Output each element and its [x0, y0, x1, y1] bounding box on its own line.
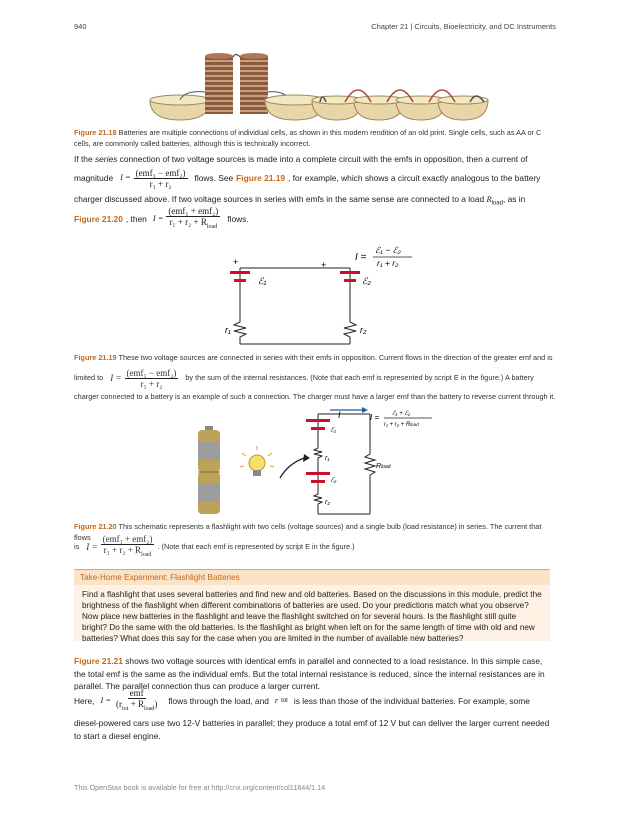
- equation-denominator: [102, 545, 154, 560]
- subscript-load: load: [206, 223, 218, 230]
- equation-denominator: r₁ + r₂: [377, 258, 399, 268]
- text: If the: [74, 154, 93, 164]
- equation-parallel-current: [114, 688, 159, 714]
- link-figure-21-21[interactable]: Figure 21.21: [74, 656, 123, 666]
- caption-text: This schematic represents a flashlight with two cells (voltage sources) and a single bulb (load resistance) in series. The current that flows: [74, 522, 542, 542]
- rload-symbol: R: [376, 463, 382, 470]
- denominator-subscript: load: [410, 422, 419, 427]
- equation-denominator: $(r_{tot} + R_{load})$: [116, 699, 158, 712]
- cup-series: [312, 90, 488, 120]
- voltaic-pile-1: [205, 53, 233, 114]
- text: is less than those of the individual batteries. For example, some: [293, 695, 530, 706]
- equation-denominator: [167, 217, 219, 232]
- label-emf1: ℰ₁: [258, 276, 267, 286]
- page-number: 940: [74, 22, 87, 31]
- equation-I: I =: [86, 541, 98, 552]
- label-r2: r₂: [360, 325, 367, 335]
- equation-I: I =: [355, 252, 367, 263]
- arrowhead-icon: [303, 454, 310, 462]
- caption-text: limited to: [74, 372, 104, 382]
- equation-current-sum: [101, 534, 155, 560]
- subscript-tot: tot: [122, 705, 129, 712]
- link-figure-21-20[interactable]: Figure 21.20: [74, 213, 123, 224]
- box-title: Take-Home Experiment: Flashlight Batteries: [74, 570, 550, 585]
- denominator-text: r₁ + r₂ + R: [384, 422, 411, 428]
- equation-I: I =: [370, 413, 380, 422]
- equation-I: I =: [120, 172, 131, 182]
- plus-sign-2: +: [321, 260, 327, 270]
- text: flows. See: [194, 172, 234, 183]
- equation-I: I =: [152, 213, 164, 223]
- equation-current-sum: [166, 206, 220, 232]
- subscript-load: load: [141, 551, 152, 558]
- denominator-R: + R: [128, 699, 144, 710]
- plus-sign-1: +: [233, 257, 239, 267]
- label-r1: r₁: [325, 455, 330, 462]
- caption-text: Batteries are multiple connections of individual cells, as shown in this modern rendition of an old print. Single cells, such as AA or C cells, are commonly called batteries, although this is technically incorrect.: [74, 128, 542, 148]
- text: Here,: [74, 695, 95, 706]
- paragraph-parallel: [74, 655, 556, 693]
- label-current-I: I: [338, 410, 341, 420]
- label-r2: r₂: [325, 499, 331, 506]
- emphasis-series: series: [94, 154, 118, 164]
- figure-21-20-flashlight-circuit: [170, 406, 450, 518]
- caption-text: charger connected to a battery is an example of such a connection. The charger must have a larger emf than the battery to reverse current through it.: [74, 392, 556, 401]
- figure-21-20-caption-line2: [74, 534, 556, 560]
- text: , then: [125, 213, 147, 224]
- text: connection of two voltage sources is made into a complete circuit with the emfs in opposition, then a current of: [119, 154, 528, 164]
- resistor-r2: [344, 318, 356, 344]
- paragraph-series-opposition: [74, 153, 556, 166]
- text: flows.: [227, 213, 249, 224]
- label-r1: r₁: [225, 325, 231, 335]
- equation-numerator: (emf₁ − emf₂): [135, 167, 186, 178]
- figure-label: Figure 21.18: [74, 128, 117, 137]
- equation-numerator: ℰ₁ − ℰ₂: [375, 245, 401, 255]
- resistor-rload: [365, 452, 375, 478]
- resistor-r2: [314, 490, 322, 514]
- caption-text: . (Note that each emf is represented by script E in the figure.): [157, 541, 355, 551]
- text: shows two voltage sources with identical emfs in parallel and connected to a load resistance. In this simple case, the total emf is the same as the individual emfs. But the total internal resistance is reduced, since the internal resistances are in parallel. The parallel connection thus can produce a larger current.: [74, 656, 545, 691]
- equation-numerator: (emf₁ + emf₂): [102, 534, 153, 545]
- voltaic-pile-2: [233, 53, 268, 114]
- flashlight-batteries-image: [198, 426, 220, 514]
- text: , for example, which shows a circuit exactly analogous to the battery: [288, 172, 541, 183]
- arrow-icon: [280, 458, 304, 478]
- subscript-load: load: [491, 200, 503, 207]
- label-emf1: ℰ₁: [330, 427, 336, 434]
- caption-text: These two voltage sources are connected in series with their emfs in opposition. Current flows in the direction of the greater emf and is: [118, 353, 553, 362]
- current-arrowhead: [362, 407, 368, 413]
- text: magnitude: [74, 172, 114, 183]
- paragraph-line-magnitude: [74, 166, 556, 190]
- denominator-text: r₁ + r₂ + R: [169, 217, 207, 228]
- symbol-r: r: [274, 695, 279, 705]
- label-emf2: ℰ₂: [330, 477, 337, 484]
- equation-denominator: r₁ + r₂: [149, 178, 172, 189]
- equation-numerator: (emf₁ − emf₂): [126, 367, 177, 378]
- figure-label: Figure 21.19: [74, 353, 117, 362]
- equation-I: I =: [110, 372, 122, 383]
- link-figure-21-19[interactable]: Figure 21.19: [236, 172, 286, 183]
- subscript-tot: tot: [281, 697, 288, 704]
- equation-current-difference: [134, 168, 188, 189]
- figure-21-19-caption-line2: [74, 366, 556, 390]
- take-home-experiment-box: [74, 569, 550, 641]
- denominator-text: r₁ + r₂ + R: [103, 545, 142, 556]
- figure-label: Figure 21.20: [74, 522, 117, 531]
- figure-21-19-caption-line3: [74, 392, 556, 403]
- symbol-R: R: [486, 195, 492, 204]
- equation-numerator: (emf₁ + emf₂): [168, 206, 219, 217]
- text: diesel-powered cars use two 12-V batteries in parallel; they produce a total emf of 12 V but can deliver the larger current needed to start a diesel engine.: [74, 718, 550, 741]
- equation-numerator: emf: [129, 688, 144, 699]
- paragraph-here-line: [74, 688, 556, 714]
- figure-21-18-image: [140, 52, 490, 124]
- resistor-r1: [234, 318, 246, 344]
- text: charger discussed above. If two voltage sources in series with emfs in the same sense are connected to a load: [74, 194, 485, 204]
- subscript-load: load: [143, 705, 155, 712]
- box-text: Find a flashlight that uses several batteries and find new and old batteries. Based on the discussions in this module, predict the brightness of the flashlight when different combinations of batteries are used. Do your predictions match what you observe? Now place new batteries in the flashlight and leave the flashlight switched on for several hours. Is the flashlight still quite bright? Do the same with the old batteries. Is the flashlight as bright when left on for the same length of time with old and new batteries? What does this say for the case when you are limited in the number of available new batteries?: [82, 590, 542, 643]
- label-rload: [376, 463, 391, 470]
- label-emf2: ℰ₂: [362, 276, 371, 286]
- caption-text: by the sum of the internal resistances. (Note that each emf is represented by script E in the figure.) A battery: [185, 372, 534, 382]
- equation-current-difference: [125, 368, 179, 389]
- figure-21-18-caption: [74, 128, 556, 149]
- caption-text: is: [74, 541, 80, 551]
- paragraph-line-fig20: [74, 206, 556, 232]
- equation-numerator: ℰ₁ + ℰ₂: [392, 411, 411, 417]
- text: , as in: [502, 194, 526, 204]
- beaker-left: [150, 95, 210, 120]
- figure-21-19-circuit: [200, 240, 430, 350]
- rload-subscript: load: [381, 464, 391, 470]
- chapter-title: Chapter 21 | Circuits, Bioelectricity, and DC Instruments: [371, 22, 556, 31]
- paragraph-diesel: [74, 717, 556, 742]
- figure-21-19-caption: [74, 353, 556, 364]
- denominator-r: (r: [116, 699, 123, 710]
- equation-denominator: r₁ + r₂: [140, 378, 163, 389]
- resistor-r1: [314, 444, 322, 470]
- footer-note: This OpenStax book is available for free at http://cnx.org/content/col11844/1.14: [74, 783, 326, 792]
- equation-denominator: [384, 422, 419, 428]
- bulb-icon: [240, 446, 274, 476]
- equation-I: I =: [100, 695, 112, 705]
- text: flows through the load, and: [168, 695, 269, 706]
